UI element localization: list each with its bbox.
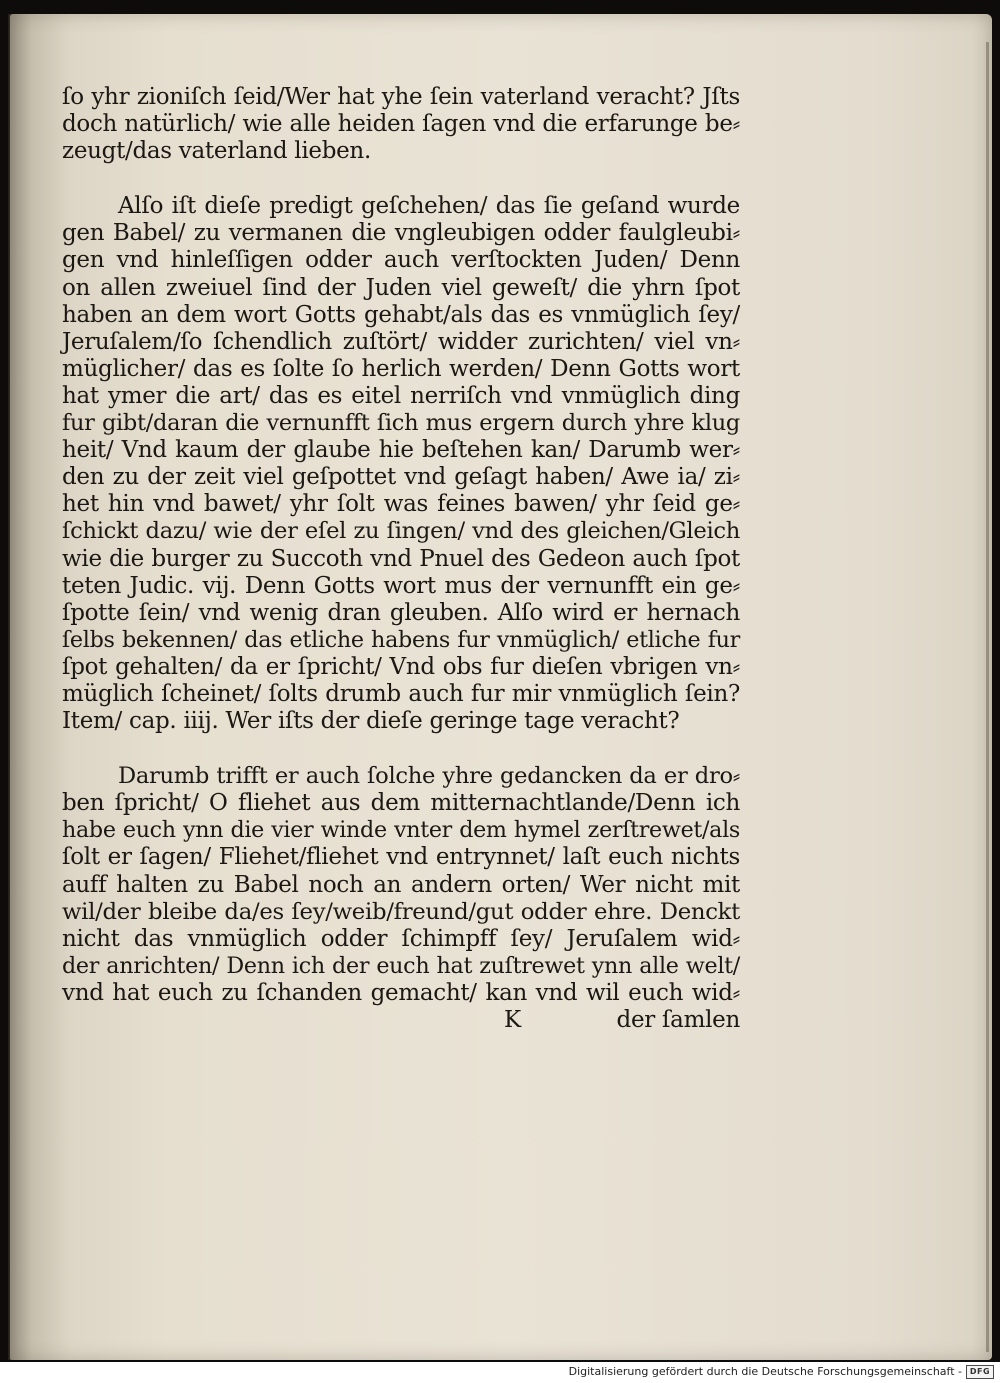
text-line: Jeruſalem/ſo ſchendlich zuſtört/ widder zurichten/ viel vn⸗ <box>62 328 740 355</box>
text-line: den zu der zeit viel geſpottet vnd geſagt haben/ Awe ia/ zi⸗ <box>62 464 740 491</box>
text-line: ſelbs bekennen/ das etliche habens fur vnmüglich/ etliche fur <box>62 626 740 653</box>
text-line: müglich ſcheinet/ ſolts drumb auch fur mir vnmüglich ſein? <box>62 680 740 707</box>
text-line: müglicher/ das es ſolte ſo herlich werden/ Denn Gotts wort <box>62 355 740 382</box>
text-line: het hin vnd bawet/ yhr ſolt was feines bawen/ yhr ſeid ge⸗ <box>62 491 740 518</box>
digitization-footer <box>0 1362 1000 1383</box>
text-line: ſo yhr zioniſch ſeid/Wer hat yhe ſein vaterland veracht? Jſts <box>62 84 740 110</box>
text-line: hat ymer die art/ das es eitel nerriſch vnd vnmüglich ding <box>62 382 740 409</box>
signature-mark: K <box>504 1007 521 1033</box>
text-line-first: Darumb trifft er auch ſolche yhre gedancken da er dro⸗ <box>118 763 740 790</box>
text-line: heit/ Vnd kaum der glaube hie beſtehen kan/ Darumb wer⸗ <box>62 437 740 464</box>
text-line-first: Alſo iſt dieſe predigt geſchehen/ das ſie geſand wurde <box>118 193 740 220</box>
paragraph-2 <box>62 193 740 735</box>
page-text-block <box>62 84 740 1034</box>
funding-credit: Digitalisierung gefördert durch die Deutsche Forschungsgemeinschaft - <box>568 1365 962 1378</box>
text-line: nicht das vnmüglich odder ſchimpff ſey/ Jeruſalem wid⸗ <box>62 925 740 952</box>
text-line: fur gibt/daran die vernunfft ſich mus ergern durch yhre klug <box>62 410 740 437</box>
text-line: on allen zweiuel ſind der Juden viel geweſt/ die yhrn ſpot <box>62 274 740 301</box>
dfg-logo: DFG <box>966 1365 994 1379</box>
text-line: ſchickt dazu/ wie der eſel zu ſingen/ vnd des gleichen/Gleich <box>62 518 740 545</box>
catchword-line <box>62 1007 740 1034</box>
text-line: gen vnd hinleſſigen odder auch verſtockten Juden/ Denn <box>62 247 740 274</box>
text-line: doch natürlich/ wie alle heiden ſagen vnd die erfarunge be⸗ <box>62 111 740 138</box>
text-line: haben an dem wort Gotts gehabt/als das es vnmüglich ſey/ <box>62 301 740 328</box>
text-line: habe euch ynn die vier winde vnter dem hymel zerſtrewet/als <box>62 817 740 844</box>
text-line: gen Babel/ zu vermanen die vngleubigen odder faulgleubi⸗ <box>62 220 740 247</box>
text-line: auff halten zu Babel noch an andern orten/ Wer nicht mit <box>62 871 740 898</box>
text-line-last: zeugt/das vaterland lieben. <box>62 138 371 165</box>
text-line: der anrichten/ Denn ich der euch hat zuſtrewet ynn alle welt/ <box>62 952 740 979</box>
paragraph-3 <box>62 763 740 1007</box>
text-line-last: Item/ cap. iiij. Wer iſts der dieſe geringe tage veracht? <box>62 708 680 735</box>
text-line: wil/der bleibe da/es ſey/weib/freund/gut odder ehre. Denckt <box>62 898 740 925</box>
text-line: ſpotte ſein/ vnd wenig dran gleuben. Alſo wird er hernach <box>62 599 740 626</box>
text-line: ſpot gehalten/ da er ſpricht/ Vnd obs fur dieſen vbrigen vn⸗ <box>62 653 740 680</box>
text-line: ſolt er ſagen/ Fliehet/fliehet vnd entrynnet/ laſt euch nichts <box>62 844 740 871</box>
paragraph-1 <box>62 84 740 165</box>
page-right-edge <box>986 42 989 1352</box>
text-line: wie die burger zu Succoth vnd Pnuel des Gedeon auch ſpot <box>62 545 740 572</box>
catchword: der ſamlen <box>616 1007 740 1033</box>
text-line: ben ſpricht/ O fliehet aus dem mitternachtlande/Denn ich <box>62 790 740 817</box>
text-line: vnd hat euch zu ſchanden gemacht/ kan vnd wil euch wid⸗ <box>62 979 740 1006</box>
text-line: teten Judic. vij. Denn Gotts wort mus der vernunfft ein ge⸗ <box>62 572 740 599</box>
